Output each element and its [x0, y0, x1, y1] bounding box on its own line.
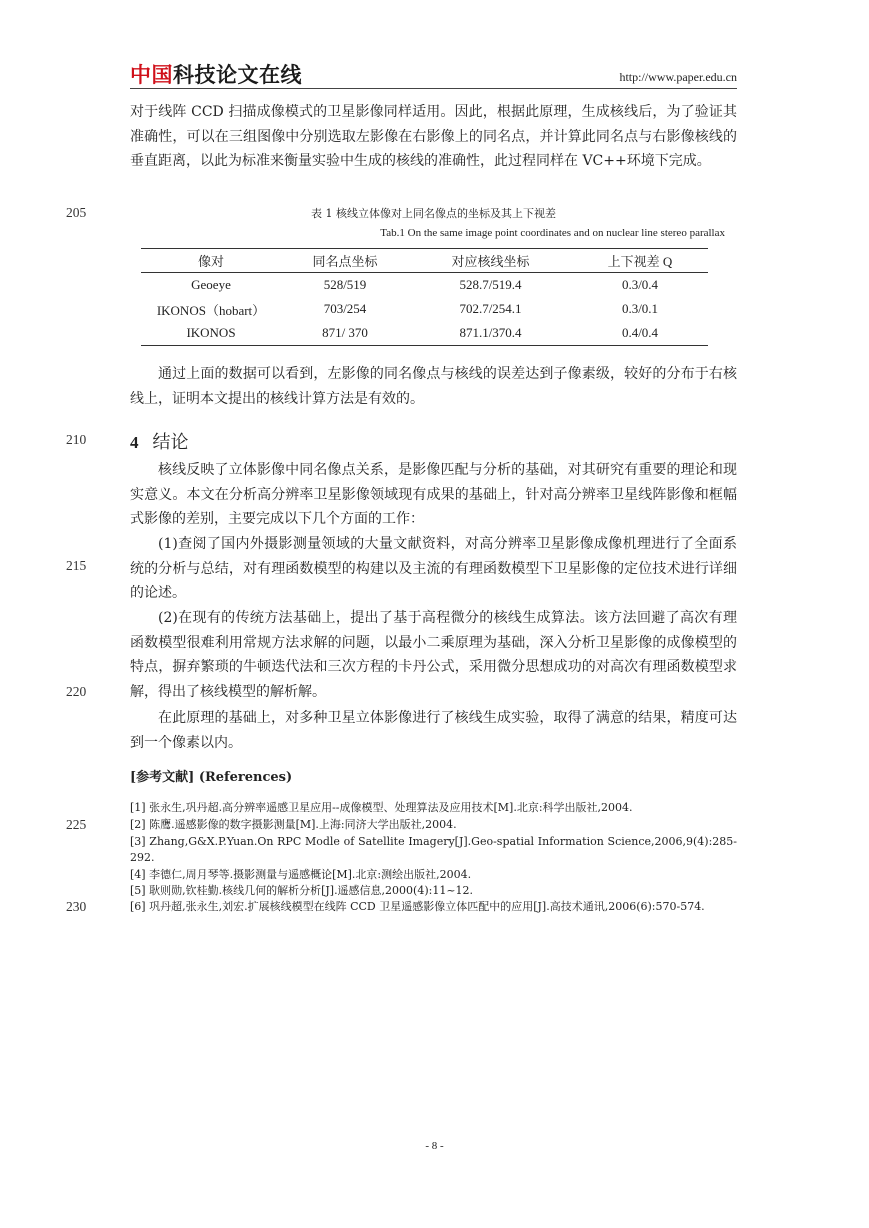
- paragraph-work-1: (1)查阅了国内外摄影测量领域的大量文献资料，对高分辨率卫星影像成像机理进行了全面系统的分析与总结，对有理函数模型的构建以及主流的有理函数模型下卫星影像的定位技术进行详细的论述。: [130, 536, 737, 602]
- table-cell: 0.3/0.1: [621, 301, 659, 316]
- table-header-cell: 对应核线坐标: [409, 249, 572, 273]
- table-cell: 871/ 370: [281, 321, 409, 346]
- paragraph-final: 在此原理的基础上，对多种卫星立体影像进行了核线生成实验，取得了满意的结果，精度可达到一个像素以内。: [130, 710, 737, 751]
- header-divider: [130, 88, 737, 89]
- line-number-225: 225: [66, 817, 87, 832]
- reference-item: [2] 陈鹰.遥感影像的数字摄影测量[M].上海:同济大学出版社,2004.: [130, 818, 457, 831]
- table-row: [141, 273, 708, 298]
- page-number: - 8 -: [425, 1140, 444, 1152]
- table-caption-cn: 表 1 核线立体像对上同名像点的坐标及其上下视差: [311, 207, 556, 220]
- table-header-cell: 上下视差 Q: [572, 249, 708, 273]
- table-cell: 703/254: [323, 301, 367, 316]
- references-heading: [参考文献] (References): [130, 770, 293, 785]
- table-cell: IKONOS（hobart）: [156, 302, 266, 318]
- table-cell: 528/519: [323, 277, 367, 292]
- table-cell: Geoeye: [191, 277, 231, 292]
- paragraph-intro: 对于线阵 CCD 扫描成像模式的卫星影像同样适用。因此，根据此原理，生成核线后，为了验证其准确性，可以在三组图像中分别选取左影像在右影像上的同名点，并计算此同名点与右影像核线的垂直距离，以此为标准来衡量实验中生成的核线的准确性，此过程同样在 VC++环境下完成。: [130, 104, 737, 170]
- reference-item: [3] Zhang,G&X.P.Yuan.On RPC Modle of Satellite Imagery[J].Geo-spatial Information Science,2006,9(4):285-292.: [130, 835, 737, 864]
- site-logo: [130, 62, 302, 88]
- line-number-220: 220: [66, 684, 87, 699]
- table-cell: 0.4/0.4: [572, 321, 708, 346]
- header-url: http://www.paper.edu.cn: [619, 70, 737, 84]
- logo-red-text: 中国: [130, 63, 173, 87]
- table-header-row: [141, 249, 708, 273]
- paragraph-conclusion-intro: 核线反映了立体影像中同名像点关系，是影像匹配与分析的基础，对其研究有重要的理论和现实意义。本文在分析高分辨率卫星影像领域现有成果的基础上，针对高分辨率卫星线阵影像和框幅式影像的差别，主要完成以下几个方面的工作：: [130, 462, 737, 528]
- table-caption-en: Tab.1 On the same image point coordinates and on nuclear line stereo parallax: [380, 227, 725, 239]
- line-number-210: 210: [66, 432, 87, 447]
- section-title: 结论: [152, 432, 189, 453]
- table-cell: 0.3/0.4: [621, 277, 659, 292]
- table-cell: 528.7/519.4: [459, 277, 522, 292]
- reference-item: [5] 耿则勋,钦桂勤.核线几何的解析分析[J].遥感信息,2000(4):11~12.: [130, 884, 474, 897]
- table-cell: 871.1/370.4: [409, 321, 572, 346]
- section-heading: [130, 428, 189, 454]
- reference-item: [1] 张永生,巩丹超.高分辨率遥感卫星应用--成像模型、处理算法及应用技术[M].北京:科学出版社,2004.: [130, 801, 633, 814]
- logo-black-text: 科技论文在线: [173, 63, 302, 87]
- line-number-215: 215: [66, 558, 87, 573]
- section-number: 4: [130, 433, 139, 452]
- paragraph-work-2: (2)在现有的传统方法基础上，提出了基于高程微分的核线生成算法。该方法回避了高次有理函数模型很难利用常规方法求解的问题，以最小二乘原理为基础，深入分析卫星影像的成像模型的特点，摒弃繁琐的牛顿迭代法和三次方程的卡丹公式，采用微分思想成功的对高次有理函数模型求解，得出了核线模型的解析解。: [130, 610, 737, 700]
- parallax-table: [141, 248, 708, 346]
- reference-item: [4] 李德仁,周月琴等.摄影测量与遥感概论[M].北京:测绘出版社,2004.: [130, 868, 472, 881]
- line-number-230: 230: [66, 899, 87, 914]
- table-row: [141, 297, 708, 321]
- table-cell: 702.7/254.1: [459, 301, 522, 316]
- paragraph-result: 通过上面的数据可以看到，左影像的同名像点与核线的误差达到子像素级，较好的分布于右核线上，证明本文提出的核线计算方法是有效的。: [130, 366, 737, 407]
- table-row: [141, 321, 708, 346]
- reference-item: [6] 巩丹超,张永生,刘宏.扩展核线模型在线阵 CCD 卫星遥感影像立体匹配中的应用[J].高技术通讯,2006(6):570-574.: [130, 900, 705, 913]
- table-cell: IKONOS: [141, 321, 281, 346]
- line-number-205: 205: [66, 205, 87, 220]
- table-header-cell: 像对: [141, 249, 281, 273]
- table-header-cell: 同名点坐标: [281, 249, 409, 273]
